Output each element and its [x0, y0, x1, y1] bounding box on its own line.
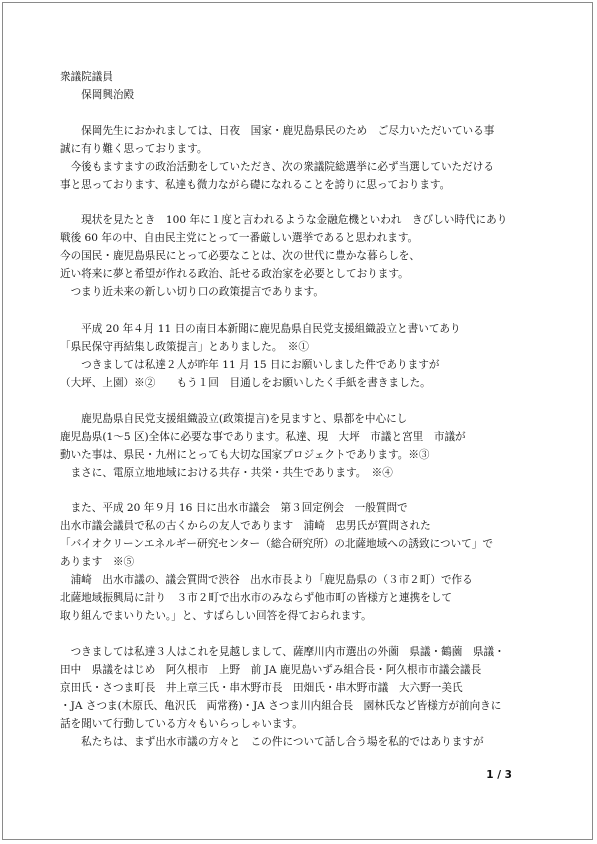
text-line: まさに、電原立地地域における共存・共栄・共生であります。 ※④: [60, 467, 393, 479]
text-line: 「県民保守再結集し政策提言」とありました。 ※①: [60, 341, 309, 353]
text-line: 保岡先生におかれましては、日夜 国家・鹿児島県民のため ご尽力いただいている事: [60, 125, 495, 137]
text-line: あります ※⑤: [60, 556, 135, 568]
text-line: ・JA さつま(木原氏、亀沢氏 両常務)・JA さつま川内組合長 園林氏など皆様方が前向きに: [60, 700, 502, 712]
text-line: 鹿児島県自民党支援組織設立(政策提言)を見ますと、県都を中心にし: [60, 413, 408, 425]
page-number: 1 / 3: [486, 769, 512, 781]
text-line: 京田氏・さつま町長 井上章三氏・串木野市長 田畑氏・串木野市議 大六野一美氏: [60, 682, 463, 694]
document-page: [2, 2, 593, 840]
text-line: 私たちは、まず出水市議の方々と この件について話し合う場を私的ではありますが: [60, 736, 484, 748]
text-line: 出水市議会議員で私の古くからの友人であります 浦崎 忠男氏が質問された: [60, 520, 431, 532]
document-body: [3, 3, 592, 839]
text-line: 近い将来に夢と希望が作れる政治、託せる政治家を必要としております。: [60, 268, 409, 280]
text-line: つまり近未来の新しい切り口の政策提言であります。: [60, 286, 324, 298]
text-line: 現状を見たとき 100 年に１度と言われるような金融危機といわれ きびしい時代にあり: [60, 214, 508, 226]
addressee-title: 衆議院議員: [60, 71, 113, 83]
text-line: 事と思っております、私達も微力ながら礎になれることを誇りに思っております。: [60, 179, 451, 191]
text-line: つきましては私達２人が昨年 11 月 15 日にお願いしました件でありますが: [60, 359, 440, 371]
text-line: 取り組んでまいりたい。」と、すばらしい回答を得ておられます。: [60, 610, 372, 622]
text-line: 浦崎 出水市議の、議会質問で渋谷 出水市長より「鹿児島県の（３市２町）で作る: [60, 574, 473, 586]
text-line: 話を聞いて行動している方々もいらっしゃいます。: [60, 718, 303, 730]
text-line: 戦後 60 年の中、自由民主党にとって一番厳しい選挙であると思われます。: [60, 232, 419, 244]
text-line: 今の国民・鹿児島県民にとって必要なことは、次の世代に豊かな暮らしを、: [60, 250, 420, 262]
text-line: また、平成 20 年９月 16 日に出水市議会 第３回定例会 一般質問で: [60, 502, 408, 514]
text-line: 今後もますますの政治活動をしていただき、次の衆議院総選挙に必ず当選していただける: [60, 161, 494, 173]
text-line: 鹿児島県(1～5 区)全体に必要な事であります。私達、現 大坪 市議と宮里 市議が: [60, 431, 466, 443]
text-line: 平成 20 年４月 11 日の南日本新聞に鹿児島県自民党支援組織設立と書いてあり: [60, 323, 461, 335]
text-line: （大坪、上園）※② もう１回 目通しをお願いしたく手紙を書きました。: [60, 377, 431, 389]
text-line: 「バイオクリーンエネルギー研究センター（総合研究所）の北薩地域への誘致について」で: [60, 538, 493, 550]
addressee-name: 保岡興治殿: [60, 89, 135, 101]
text-line: 北薩地域振興局に計り ３市２町で出水市のみならず他市町の皆様方と連携をして: [60, 592, 452, 604]
text-line: つきましては私達３人はこれを見越しまして、薩摩川内市選出の外薗 県議・鶴薗 県議・: [60, 646, 505, 658]
text-line: 動いた事は、県民・九州にとっても大切な国家プロジェクトであります。※③: [60, 449, 430, 461]
text-line: 誠に有り難く思っております。: [60, 143, 208, 155]
text-line: 田中 県議をはじめ 阿久根市 上野 前 JA 鹿児島いずみ組合長・阿久根市市議会議長: [60, 664, 482, 676]
